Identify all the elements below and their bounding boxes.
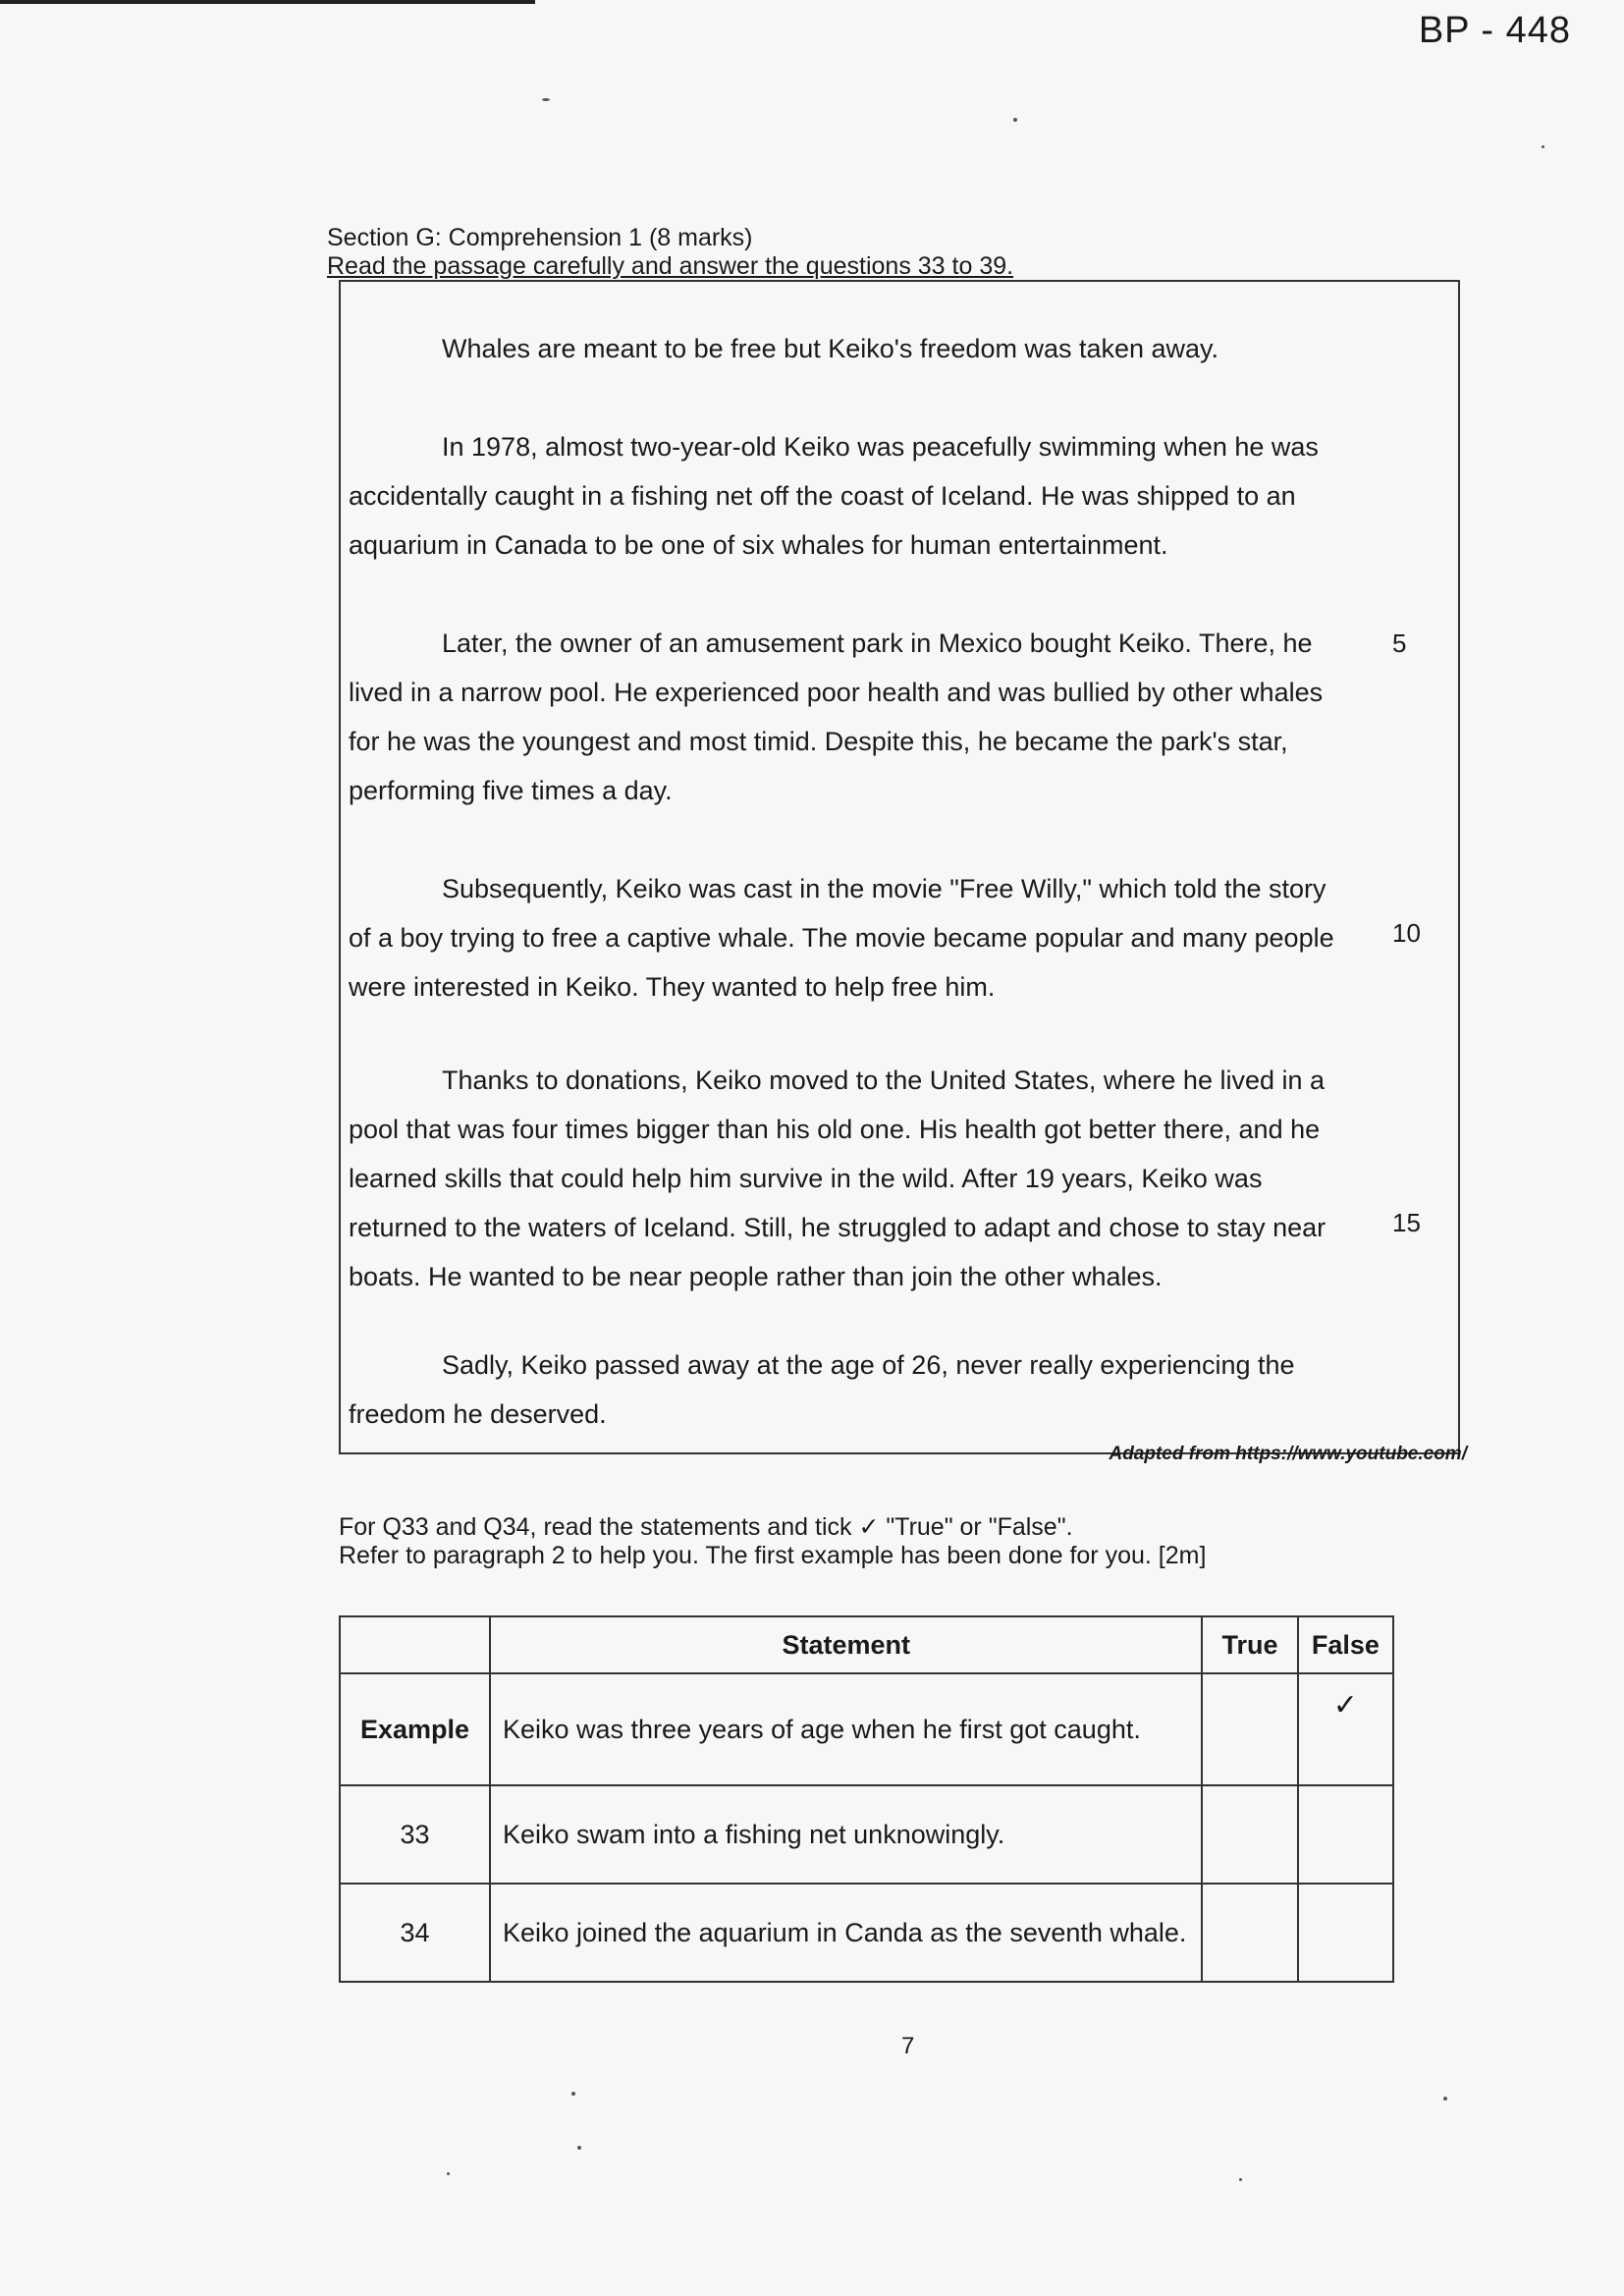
row-label: 33 <box>340 1785 490 1884</box>
header-statement: Statement <box>490 1616 1202 1673</box>
table-row <box>340 1785 1393 1884</box>
row-label: 34 <box>340 1884 490 1982</box>
scan-speck <box>447 2172 450 2175</box>
scan-speck <box>577 2146 581 2150</box>
passage-paragraph-2: In 1978, almost two-year-old Keiko was peacefully swimming when he was accidentally caught in a fishing net off the coast of Iceland. He was shipped to an aquarium in Canada to be one of six whales for human entertainment. <box>349 432 1319 560</box>
top-rule <box>0 0 535 4</box>
scan-speck <box>571 2092 575 2096</box>
question-instruction-1: For Q33 and Q34, read the statements and tick ✓ "True" or "False". <box>339 1513 1073 1541</box>
table-header-row <box>340 1616 1393 1673</box>
page-number: 7 <box>901 2033 915 2059</box>
true-false-table <box>339 1615 1394 1983</box>
row-statement: Keiko swam into a fishing net unknowingly. <box>490 1785 1202 1884</box>
passage-paragraph-5: Thanks to donations, Keiko moved to the United States, where he lived in a pool that was four times bigger than his old one. His health got better there, and he learned skills that could help him survive in the wild. After 19 years, Keiko was returned to the waters of Iceland. Still, he struggled to adapt and chose to stay near boats. He wanted to be near people rather than join the other whales. <box>349 1066 1326 1291</box>
false-cell[interactable] <box>1298 1785 1393 1884</box>
passage-paragraph-4: Subsequently, Keiko was cast in the movie "Free Willy," which told the story of a boy trying to free a captive whale. The movie became popular and many people were interested in Keiko. They wanted to help free him. <box>349 874 1334 1002</box>
header-true: True <box>1202 1616 1297 1673</box>
line-number-15: 15 <box>1392 1208 1421 1237</box>
scan-speck <box>1542 145 1544 148</box>
section-title: Section G: Comprehension 1 (8 marks) <box>327 224 753 251</box>
line-number-10: 10 <box>1392 918 1421 948</box>
true-cell[interactable] <box>1202 1673 1297 1785</box>
header-label <box>340 1616 490 1673</box>
scan-speck <box>1443 2097 1447 2101</box>
row-label: Example <box>340 1673 490 1785</box>
line-number-5: 5 <box>1392 629 1407 658</box>
table-row <box>340 1884 1393 1982</box>
passage-paragraph-1: Whales are meant to be free but Keiko's freedom was taken away. <box>442 334 1219 363</box>
false-cell[interactable]: ✓ <box>1298 1673 1393 1785</box>
row-statement: Keiko was three years of age when he first got caught. <box>490 1673 1202 1785</box>
question-instruction-2: Refer to paragraph 2 to help you. The first example has been done for you. [2m] <box>339 1542 1207 1569</box>
scan-speck <box>542 98 550 101</box>
passage-paragraph-3: Later, the owner of an amusement park in Mexico bought Keiko. There, he lived in a narrow pool. He experienced poor health and was bullied by other whales for he was the youngest and most timid. Despite this, he became the park's star, performing five times a day. <box>349 629 1324 805</box>
scan-speck <box>1013 118 1017 122</box>
passage-paragraph-6: Sadly, Keiko passed away at the age of 26, never really experiencing the freedom he deserved. <box>349 1350 1295 1429</box>
table-row <box>340 1673 1393 1785</box>
false-cell[interactable] <box>1298 1884 1393 1982</box>
section-instruction: Read the passage carefully and answer the questions 33 to 39. <box>327 252 1014 280</box>
true-cell[interactable] <box>1202 1785 1297 1884</box>
row-statement: Keiko joined the aquarium in Canda as the seventh whale. <box>490 1884 1202 1982</box>
header-false: False <box>1298 1616 1393 1673</box>
true-cell[interactable] <box>1202 1884 1297 1982</box>
paper-code: BP - 448 <box>1418 10 1571 51</box>
scan-speck <box>1239 2178 1242 2181</box>
source-attribution: Adapted from https://www.youtube.com/ <box>1109 1444 1467 1464</box>
